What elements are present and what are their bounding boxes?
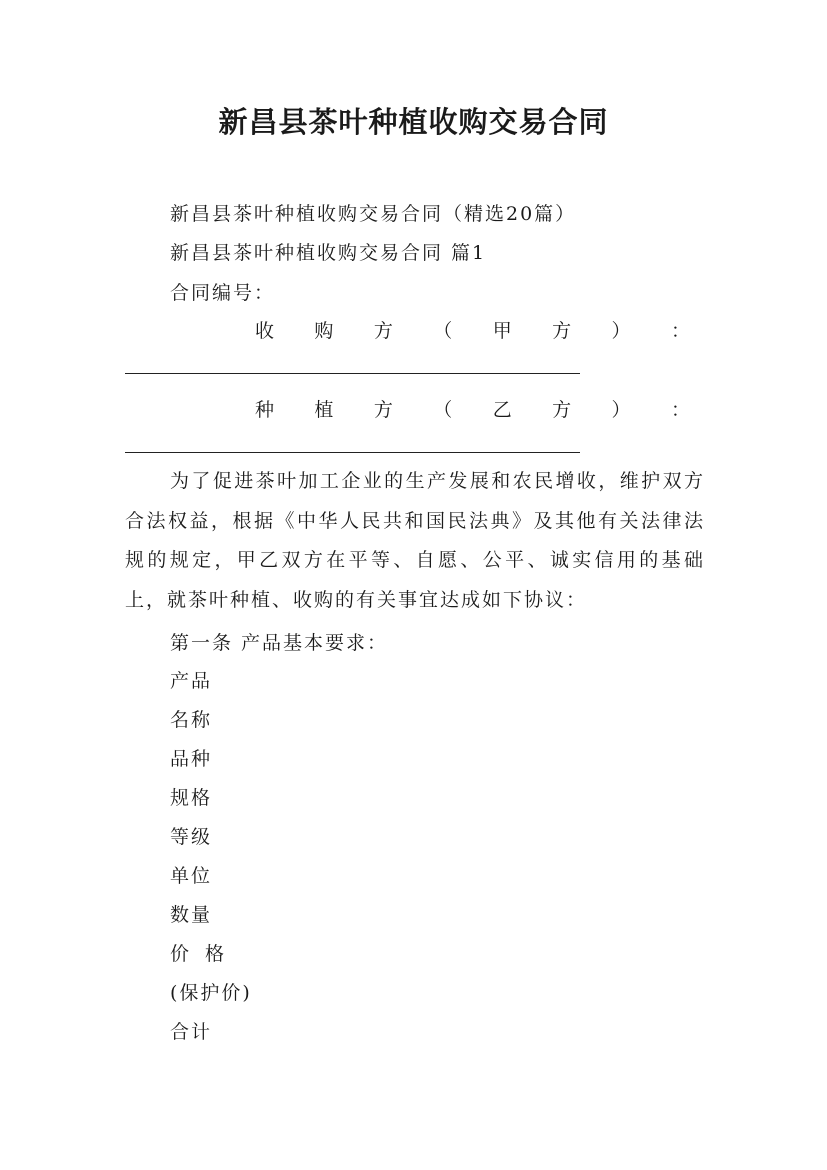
grower-char: （	[433, 399, 453, 421]
grower-char: 方	[373, 399, 393, 421]
grower-party-line	[255, 395, 690, 422]
preamble-paragraph: 为了促进茶叶加工企业的生产发展和农民增收，维护双方合法权益，根据《中华人民共和国民法典》及其他有关法律法规的规定，甲乙双方在平等、自愿、公平、诚实信用的基础上，就茶叶种植、收购的有关事宜达成如下协议：	[125, 470, 705, 611]
buyer-char: 收	[255, 320, 275, 342]
grower-char: 植	[314, 399, 334, 421]
buyer-char: 方	[552, 320, 572, 342]
article-1-heading: 第一条 产品基本要求：	[170, 632, 389, 654]
item-label: 品种	[170, 748, 213, 770]
grower-char: 种	[255, 399, 275, 421]
item-label: 产品	[170, 670, 213, 692]
buyer-party-line	[255, 316, 690, 343]
item-label: 单位	[170, 865, 213, 887]
grower-char: ：	[670, 399, 690, 421]
item-label: 数量	[170, 904, 213, 926]
buyer-char: 甲	[492, 320, 512, 342]
item-label: 名称	[170, 709, 213, 731]
buyer-char: 购	[314, 320, 334, 342]
item-label: (保护价)	[170, 982, 252, 1004]
contract-number-label: 合同编号：	[170, 282, 276, 304]
item-label: 规格	[170, 787, 213, 809]
buyer-char: 方	[373, 320, 393, 342]
document-title: 新昌县茶叶种植收购交易合同	[218, 105, 609, 139]
document-subtitle: 新昌县茶叶种植收购交易合同（精选20篇）	[170, 203, 577, 225]
grower-fill-line	[125, 452, 580, 453]
item-label: 价 格	[170, 943, 227, 965]
item-label: 等级	[170, 826, 213, 848]
grower-char: 乙	[492, 399, 512, 421]
buyer-fill-line	[125, 373, 580, 374]
item-label: 合计	[170, 1021, 213, 1043]
grower-char: 方	[552, 399, 572, 421]
buyer-char: （	[433, 320, 453, 342]
buyer-char: ）	[611, 320, 631, 342]
buyer-char: ：	[670, 320, 690, 342]
grower-char: ）	[611, 399, 631, 421]
section-heading: 新昌县茶叶种植收购交易合同 篇1	[170, 242, 487, 264]
